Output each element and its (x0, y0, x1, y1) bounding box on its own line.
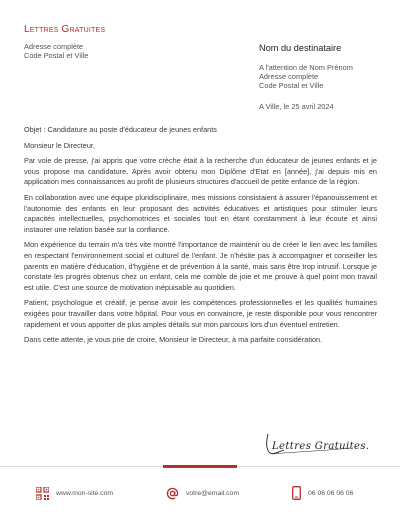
recipient-attention: A l'attention de Nom Prénom (259, 63, 353, 72)
footer-phone-text: 06 06 06 06 06 (308, 489, 354, 497)
recipient-address: Adresse complète (259, 72, 319, 81)
sender-city: Code Postal et Ville (24, 51, 89, 60)
footer-email[interactable] (166, 486, 239, 500)
qr-code-icon (36, 487, 49, 500)
svg-text:Lettres Gratuites.: Lettres Gratuites. (272, 441, 370, 452)
sender-name: Lettres Gratuites (24, 24, 106, 35)
footer-phone[interactable] (292, 486, 353, 500)
footer-website[interactable] (36, 486, 113, 500)
letter-paragraph: Mon expérience du terrain m'a très vite montré l'importance de maintenir ou de créer le lien avec les familles en respectant l'environnement social et culturel de l'enfant. Je n'hésite pas à accompagner et conseiller les parents en matière d'éducation, d'hygiène et de prévention à la santé, mais sans être trop intrusif. Lorsque je constate les progrès obtenus chez un enfant, cela me comble de joie et me prouve à quel point mon travail est utile. C'est une source de motivation inépuisable au quotidien. (24, 240, 377, 292)
footer-email-text: votre@email.com (186, 489, 239, 497)
letter-paragraph: Par voie de presse, j'ai appris que votre crèche était à la recherche d'un éducateur de jeunes enfants et je vous propose ma candidature. Après avoir obtenu mon Diplôme d'Etat en [année], j'ai depuis mis en application mes connaissances au profit de plusieurs structures d'accueil de petite enfance de la région. (24, 156, 377, 187)
recipient-city: Code Postal et Ville (259, 81, 324, 90)
footer-website-text: www.mon-site.com (56, 489, 114, 497)
letter-salutation: Monsieur le Directeur, (24, 140, 95, 150)
recipient-name: Nom du destinataire (259, 43, 342, 53)
letter-date: A Ville, le 25 avril 2024 (259, 102, 334, 111)
sender-address: Adresse complète (24, 42, 84, 51)
letter-body (24, 125, 377, 351)
letter-paragraph: En collaboration avec une équipe pluridisciplinaire, mes missions consistaient à assurer l'épanouissement et l'autonomie des enfants en leur proposant des activités éducatives et artistiques pour stimuler leurs capacités intellectuelles, psychomotrices et sociales tout en étant constamment à leur écoute et ainsi instaurer une relation basée sur la confiance. (24, 192, 377, 234)
signature (262, 428, 372, 458)
letter-paragraph: Patient, psychologue et créatif, je pense avoir les compétences professionnelles et les qualités humaines exigées pour travailler dans votre hôpital. Pour vous en convaincre, je reste disponible pour vous rencontrer rapidement et vous apporter de plus amples détails sur mon parcours lors d'un éventuel entretien. (24, 298, 377, 329)
letter-closing: Dans cette attente, je vous prie de croire, Monsieur le Directeur, à ma parfaite considération. (24, 335, 323, 345)
mobile-phone-icon (292, 486, 301, 500)
footer-accent-bar (163, 465, 237, 468)
at-sign-icon (166, 487, 179, 500)
letter-subject: Objet : Candidature au poste d'éducateur de jeunes enfants (24, 125, 217, 134)
